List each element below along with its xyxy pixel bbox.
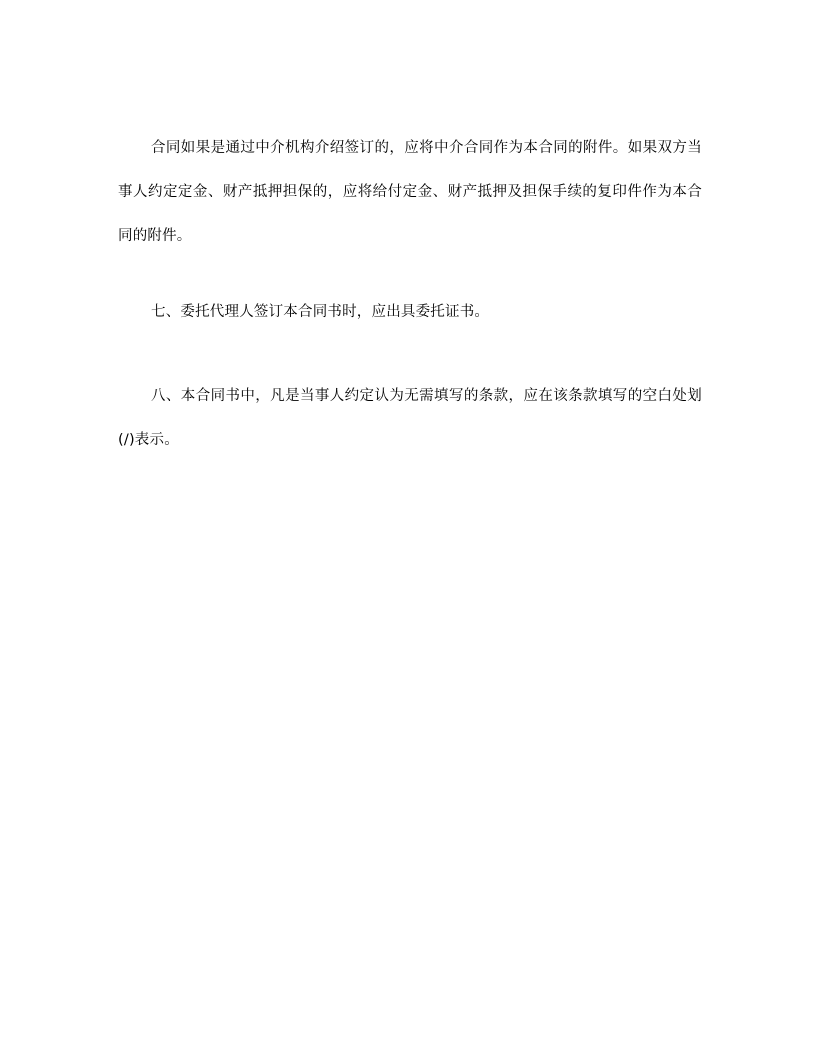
- paragraph-clause-8: 八、本合同书中，凡是当事人约定认为无需填写的条款，应在该条款填写的空白处划(/)表示。: [118, 388, 702, 448]
- paragraph-clause-7: 七、委托代理人签订本合同书时，应出具委托证书。: [151, 304, 490, 320]
- paragraph-attachment-note: 合同如果是通过中介机构介绍签订的，应将中介合同作为本合同的附件。如果双方当事人约定定金、财产抵押担保的，应将给付定金、财产抵押及担保手续的复印件作为本合同的附件。: [118, 140, 702, 244]
